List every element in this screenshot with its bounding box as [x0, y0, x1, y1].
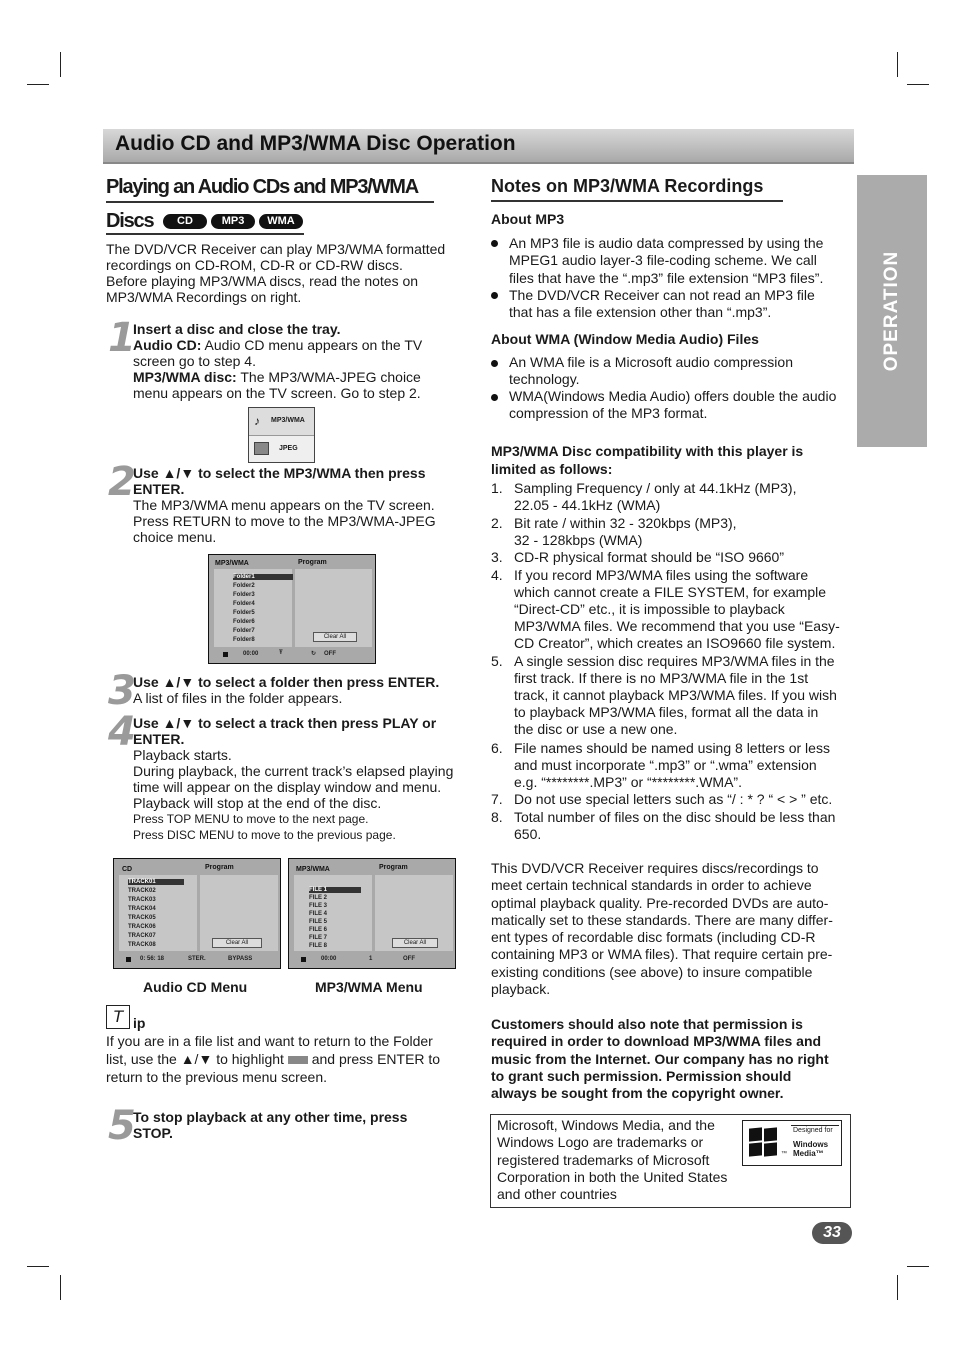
crop-mark	[907, 1266, 929, 1267]
mp3-jpeg-choice-menu	[248, 407, 315, 463]
list-item[interactable]: FILE 5	[309, 919, 328, 925]
crop-mark	[27, 84, 49, 85]
folder-up-icon	[288, 1056, 308, 1064]
bullet	[491, 292, 498, 299]
mp3wma-caption: MP3/WMA Menu	[315, 979, 423, 995]
step5-text: To stop playback at any other time, press STOP.	[133, 1109, 408, 1141]
music-note-icon: ♪	[254, 414, 260, 428]
list-item[interactable]: TRACK08	[128, 942, 156, 948]
intro-text: The DVD/VCR Receiver can play MP3/WMA formatted recordings on CD-ROM, CD-R or CD-RW discs. Before playing MP3/WMA discs, read the notes on MP3/WMA Recordings on right.	[106, 241, 446, 305]
list-number: 4.	[491, 566, 503, 583]
heading-rule	[106, 201, 434, 203]
list-item[interactable]: TRACK04	[128, 906, 156, 912]
windows-media-logo: ™ Designed for Windows Media™	[742, 1120, 842, 1166]
list-item-text: CD-R physical format should be “ISO 9660”	[514, 549, 784, 566]
mp3-bullet-1: An MP3 file is audio data compressed by using the MPEG1 audio layer-3 file-coding scheme. We call files that have the “.mp3” file extension “MP3 files”.	[509, 235, 824, 286]
step-number: 3	[108, 668, 136, 714]
about-wma-heading: About WMA (Window Media Audio) Files	[491, 331, 759, 347]
list-item[interactable]: FILE 1	[309, 887, 361, 893]
crop-mark	[897, 52, 898, 77]
windows-flag-icon	[749, 1128, 779, 1158]
list-item-text: A single session disc requires MP3/WMA files in the first track. If there is no MP3/WMA file in the 1st track, it cannot playback MP3/WMA files. If you wish to playback MP3/WMA files, format all the data in the disc or use a new one.	[514, 653, 837, 737]
clear-all-button[interactable]: Clear All	[313, 632, 357, 642]
copyright-notice: Customers should also note that permission is required in order to download MP3/WMA files and music from the Internet. Our company has no right to grant such permission. Permission should always be sought from the copyright owner.	[491, 1016, 829, 1102]
crop-mark	[60, 1275, 61, 1300]
tip-text: If you are in a file list and want to return to the Folder list, use the ▲/▼ to highlight and press ENTER to return to the previous menu screen.	[106, 1033, 441, 1085]
badge-cd: CD	[163, 214, 207, 229]
wma-bullet-1: An WMA file is a Microsoft audio compression technology.	[509, 354, 793, 388]
mp3-bullet-2: The DVD/VCR Receiver can not read an MP3 file that has a file extension other than “.mp3”.	[509, 287, 815, 321]
requirements-paragraph: This DVD/VCR Receiver requires discs/recordings to meet certain technical standards in order to achieve optimal playback quality. Pre-recorded DVDs are auto- matically set to these standards. There are many differ- ent types of recordable disc formats (including CD-R containing MP3 or WMA files). That require certain pre- existing conditions (see above) to insure compatible playback.	[491, 860, 833, 998]
list-number: 1.	[491, 480, 503, 496]
repeat-icon: Ŧ	[279, 650, 283, 656]
trademark-text: Microsoft, Windows Media, and the Windows Logo are trademarks or registered trademarks of Microsoft Corporation in both the United States and other countries	[497, 1117, 728, 1203]
audio-cd-menu-screen: CD Program Clear All 0: 56: 18 STER. BYPASS TRACK01 TRACK02 TRACK03 TRACK04 TRACK05 TRACK06 TRACK07 TRACK08	[113, 858, 281, 969]
step2-text: Use ▲/▼ to select the MP3/WMA then press ENTER. The MP3/WMA menu appears on the TV screen. Press RETURN to move to the MP3/WMA-JPEG choice menu.	[133, 465, 436, 545]
list-item[interactable]: Folder7	[233, 628, 255, 634]
step-number: 1	[108, 315, 136, 361]
list-number: 5.	[491, 653, 503, 669]
list-item[interactable]: Folder5	[233, 610, 255, 616]
step-number: 4	[108, 709, 136, 755]
list-item-text: Sampling Frequency / only at 44.1kHz (MP3), 22.05 - 44.1kHz (WMA)	[514, 480, 797, 513]
side-tab-label: OPERATION	[881, 250, 902, 372]
photo-icon	[254, 442, 269, 455]
random-icon: ↻	[311, 651, 317, 657]
list-item-text: If you record MP3/WMA files using the software which cannot create a FILE SYSTEM, for example “Direct-CD” etc., it is impossible to playback MP3/WMA files. We recommend that you use “Easy- CD Creator”, which creates an ISO9660 file system.	[514, 566, 840, 651]
step1-text: Insert a disc and close the tray. Audio CD: Audio CD menu appears on the TV screen go to step 4. MP3/WMA disc: The MP3/WMA-JPEG choice menu appears on the TV screen. Go to step 2.	[133, 321, 423, 401]
badge-wma: WMA	[259, 214, 303, 229]
crop-mark	[907, 84, 929, 85]
list-item-text: Bit rate / within 32 - 320kbps (MP3), 32 - 128kbps (WMA)	[514, 514, 737, 548]
list-number: 3.	[491, 549, 503, 566]
list-item-text: Do not use special letters such as “/ : * ? “ < > ” etc.	[514, 791, 833, 808]
stop-icon	[301, 957, 306, 962]
compat-heading: MP3/WMA Disc compatibility with this player is limited as follows:	[491, 443, 804, 477]
side-tab	[857, 175, 927, 447]
list-item[interactable]: FILE 6	[309, 927, 328, 933]
bullet	[491, 360, 498, 367]
list-number: 8.	[491, 808, 503, 825]
wma-bullet-2: WMA(Windows Media Audio) offers double the audio compression of the MP3 format.	[509, 388, 837, 422]
list-item[interactable]: TRACK01	[128, 879, 184, 885]
crop-mark	[27, 1266, 49, 1267]
list-item-text: Total number of files on the disc should be less than 650.	[514, 808, 836, 842]
step-number: 2	[108, 459, 136, 505]
crop-mark	[60, 52, 61, 77]
crop-mark	[897, 1275, 898, 1300]
badge-mp3: MP3	[211, 214, 255, 229]
choice-mp3wma[interactable]: ♪ MP3/WMA	[249, 408, 314, 436]
stop-icon	[223, 652, 228, 657]
mp3wma-folder-screen: MP3/WMA Program Clear All 00:00 Ŧ ↻ OFF Folder1 Folder2 Folder3 Folder4 Folder5 Folder6 Folder7 Folder8	[208, 554, 376, 664]
list-item[interactable]: TRACK06	[128, 924, 156, 930]
stop-icon	[126, 957, 131, 962]
step4-text: Use ▲/▼ to select a track then press PLAY or ENTER. Playback starts. During playback, the current track’s elapsed playing time will appear on the display window and menu. Playback will stop at the end of the disc. Press TOP MENU to move to the next page. Press DISC MENU to move to the previous page.	[133, 715, 454, 842]
list-item[interactable]: Folder6	[233, 619, 255, 625]
list-item[interactable]: FILE 4	[309, 911, 328, 917]
heading-rule	[106, 233, 304, 235]
list-item[interactable]: Folder8	[233, 637, 255, 643]
list-item[interactable]: Folder3	[233, 592, 255, 598]
list-item[interactable]: TRACK07	[128, 933, 156, 939]
list-number: 6.	[491, 739, 503, 756]
mp3wma-menu-screen: MP3/WMA Program Clear All 00:00 1 OFF FILE 1 FILE 2 FILE 3 FILE 4 FILE 5 FILE 6 FILE 7 FILE 8	[288, 858, 456, 969]
list-item[interactable]: FILE 3	[309, 903, 328, 909]
audio-cd-caption: Audio CD Menu	[143, 979, 248, 995]
list-number: 7.	[491, 791, 503, 808]
page-number: 33	[812, 1222, 852, 1244]
right-heading: Notes on MP3/WMA Recordings	[491, 176, 764, 196]
list-item[interactable]: TRACK02	[128, 888, 156, 894]
clear-all-button[interactable]: Clear All	[392, 938, 438, 948]
list-item[interactable]: Folder4	[233, 601, 255, 607]
section-title: Audio CD and MP3/WMA Disc Operation	[115, 132, 516, 155]
list-item[interactable]: FILE 7	[309, 935, 328, 941]
list-item[interactable]: Folder1	[233, 574, 293, 580]
list-item-text: File names should be named using 8 letters or less and must incorporate “.mp3” or “.wma” extension e.g. “********.MP3” or “********.WMA”.	[514, 739, 830, 790]
bullet	[491, 240, 498, 247]
list-item[interactable]: TRACK05	[128, 915, 156, 921]
step3-text: Use ▲/▼ to select a folder then press ENTER. A list of files in the folder appears.	[133, 674, 440, 706]
heading-rule	[491, 200, 783, 202]
step-number: 5	[108, 1103, 136, 1149]
tip-icon: T	[106, 1005, 130, 1029]
list-item[interactable]: FILE 8	[309, 943, 328, 949]
tip-label: ip	[133, 1015, 146, 1031]
left-heading-line2: Discs	[106, 210, 154, 232]
left-heading-line1: Playing an Audio CDs and MP3/WMA	[106, 176, 418, 198]
bullet	[491, 394, 498, 401]
list-item[interactable]: FILE 2	[309, 895, 328, 901]
clear-all-button[interactable]: Clear All	[212, 938, 262, 948]
about-mp3-heading: About MP3	[491, 211, 565, 227]
list-item[interactable]: Folder2	[233, 583, 255, 589]
choice-jpeg[interactable]: JPEG	[249, 436, 314, 462]
section-header-bar	[103, 129, 854, 164]
list-item[interactable]: TRACK03	[128, 897, 156, 903]
list-number: 2.	[491, 514, 503, 531]
